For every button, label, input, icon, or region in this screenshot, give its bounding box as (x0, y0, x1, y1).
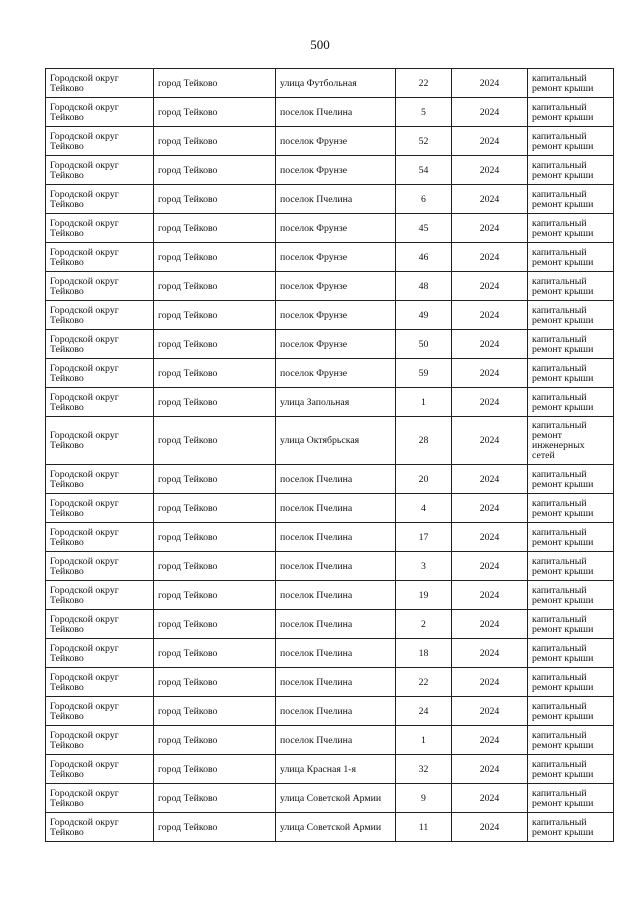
city-cell: город Тейково (154, 359, 276, 388)
work-type-cell: капитальный ремонт крыши (528, 69, 614, 98)
city-cell: город Тейково (154, 272, 276, 301)
table-row (46, 784, 614, 813)
street-cell: поселок Фрунзе (276, 243, 396, 272)
district-cell: Городской округ Тейково (46, 784, 154, 813)
table-row (46, 494, 614, 523)
year-cell: 2024 (452, 417, 528, 465)
work-type-cell: капитальный ремонт крыши (528, 98, 614, 127)
city-cell: город Тейково (154, 214, 276, 243)
work-type-cell: капитальный ремонт крыши (528, 272, 614, 301)
district-cell: Городской округ Тейково (46, 156, 154, 185)
table-row (46, 523, 614, 552)
table-row (46, 697, 614, 726)
house-number-cell: 6 (396, 185, 452, 214)
table-row (46, 359, 614, 388)
year-cell: 2024 (452, 98, 528, 127)
work-type-cell: капитальный ремонт крыши (528, 784, 614, 813)
work-type-cell: капитальный ремонт крыши (528, 301, 614, 330)
district-cell: Городской округ Тейково (46, 610, 154, 639)
work-type-cell: капитальный ремонт крыши (528, 523, 614, 552)
housing-repair-table (45, 68, 614, 842)
work-type-cell: капитальный ремонт крыши (528, 755, 614, 784)
city-cell: город Тейково (154, 156, 276, 185)
street-cell: поселок Фрунзе (276, 359, 396, 388)
house-number-cell: 18 (396, 639, 452, 668)
district-cell: Городской округ Тейково (46, 668, 154, 697)
table-row (46, 465, 614, 494)
table-row (46, 639, 614, 668)
district-cell: Городской округ Тейково (46, 417, 154, 465)
house-number-cell: 24 (396, 697, 452, 726)
work-type-cell: капитальный ремонт крыши (528, 330, 614, 359)
house-number-cell: 22 (396, 69, 452, 98)
table-row (46, 243, 614, 272)
street-cell: улица Октябрьская (276, 417, 396, 465)
house-number-cell: 46 (396, 243, 452, 272)
year-cell: 2024 (452, 330, 528, 359)
district-cell: Городской округ Тейково (46, 726, 154, 755)
work-type-cell: капитальный ремонт крыши (528, 388, 614, 417)
street-cell: поселок Пчелина (276, 494, 396, 523)
street-cell: поселок Пчелина (276, 697, 396, 726)
district-cell: Городской округ Тейково (46, 523, 154, 552)
table-row (46, 552, 614, 581)
house-number-cell: 49 (396, 301, 452, 330)
street-cell: поселок Фрунзе (276, 127, 396, 156)
work-type-cell: капитальный ремонт крыши (528, 214, 614, 243)
city-cell: город Тейково (154, 388, 276, 417)
table-row (46, 98, 614, 127)
house-number-cell: 45 (396, 214, 452, 243)
work-type-cell: капитальный ремонт крыши (528, 243, 614, 272)
street-cell: улица Советской Армии (276, 784, 396, 813)
street-cell: поселок Фрунзе (276, 214, 396, 243)
street-cell: поселок Фрунзе (276, 272, 396, 301)
year-cell: 2024 (452, 272, 528, 301)
city-cell: город Тейково (154, 69, 276, 98)
house-number-cell: 17 (396, 523, 452, 552)
city-cell: город Тейково (154, 301, 276, 330)
city-cell: город Тейково (154, 330, 276, 359)
year-cell: 2024 (452, 639, 528, 668)
district-cell: Городской округ Тейково (46, 494, 154, 523)
street-cell: поселок Пчелина (276, 610, 396, 639)
house-number-cell: 50 (396, 330, 452, 359)
street-cell: улица Футбольная (276, 69, 396, 98)
work-type-cell: капитальный ремонт крыши (528, 494, 614, 523)
district-cell: Городской округ Тейково (46, 185, 154, 214)
year-cell: 2024 (452, 668, 528, 697)
district-cell: Городской округ Тейково (46, 127, 154, 156)
table-row (46, 813, 614, 842)
house-number-cell: 52 (396, 127, 452, 156)
year-cell: 2024 (452, 243, 528, 272)
house-number-cell: 5 (396, 98, 452, 127)
city-cell: город Тейково (154, 697, 276, 726)
street-cell: поселок Пчелина (276, 726, 396, 755)
table-row (46, 581, 614, 610)
street-cell: улица Запольная (276, 388, 396, 417)
house-number-cell: 3 (396, 552, 452, 581)
street-cell: поселок Пчелина (276, 523, 396, 552)
city-cell: город Тейково (154, 755, 276, 784)
city-cell: город Тейково (154, 494, 276, 523)
table-row (46, 185, 614, 214)
table-body (46, 69, 614, 842)
district-cell: Городской округ Тейково (46, 243, 154, 272)
year-cell: 2024 (452, 755, 528, 784)
house-number-cell: 48 (396, 272, 452, 301)
house-number-cell: 22 (396, 668, 452, 697)
work-type-cell: капитальный ремонт крыши (528, 156, 614, 185)
district-cell: Городской округ Тейково (46, 755, 154, 784)
work-type-cell: капитальный ремонт крыши (528, 465, 614, 494)
city-cell: город Тейково (154, 581, 276, 610)
street-cell: поселок Пчелина (276, 185, 396, 214)
work-type-cell: капитальный ремонт крыши (528, 697, 614, 726)
work-type-cell: капитальный ремонт крыши (528, 668, 614, 697)
year-cell: 2024 (452, 552, 528, 581)
year-cell: 2024 (452, 813, 528, 842)
city-cell: город Тейково (154, 610, 276, 639)
year-cell: 2024 (452, 465, 528, 494)
year-cell: 2024 (452, 726, 528, 755)
work-type-cell: капитальный ремонт крыши (528, 813, 614, 842)
city-cell: город Тейково (154, 726, 276, 755)
district-cell: Городской округ Тейково (46, 639, 154, 668)
district-cell: Городской округ Тейково (46, 813, 154, 842)
table-row (46, 330, 614, 359)
work-type-cell: капитальный ремонт крыши (528, 185, 614, 214)
district-cell: Городской округ Тейково (46, 272, 154, 301)
table-row (46, 755, 614, 784)
district-cell: Городской округ Тейково (46, 388, 154, 417)
district-cell: Городской округ Тейково (46, 552, 154, 581)
street-cell: поселок Фрунзе (276, 301, 396, 330)
district-cell: Городской округ Тейково (46, 98, 154, 127)
work-type-cell: капитальный ремонт крыши (528, 127, 614, 156)
house-number-cell: 9 (396, 784, 452, 813)
city-cell: город Тейково (154, 465, 276, 494)
work-type-cell: капитальный ремонт крыши (528, 726, 614, 755)
house-number-cell: 2 (396, 610, 452, 639)
district-cell: Городской округ Тейково (46, 697, 154, 726)
house-number-cell: 1 (396, 388, 452, 417)
city-cell: город Тейково (154, 668, 276, 697)
table-row (46, 272, 614, 301)
district-cell: Городской округ Тейково (46, 359, 154, 388)
work-type-cell: капитальный ремонт крыши (528, 359, 614, 388)
year-cell: 2024 (452, 784, 528, 813)
street-cell: поселок Пчелина (276, 581, 396, 610)
city-cell: город Тейково (154, 185, 276, 214)
year-cell: 2024 (452, 69, 528, 98)
district-cell: Городской округ Тейково (46, 69, 154, 98)
city-cell: город Тейково (154, 552, 276, 581)
city-cell: город Тейково (154, 813, 276, 842)
table-row (46, 417, 614, 465)
street-cell: поселок Пчелина (276, 668, 396, 697)
street-cell: поселок Пчелина (276, 639, 396, 668)
year-cell: 2024 (452, 581, 528, 610)
year-cell: 2024 (452, 359, 528, 388)
year-cell: 2024 (452, 388, 528, 417)
table-row (46, 69, 614, 98)
house-number-cell: 1 (396, 726, 452, 755)
table-row (46, 726, 614, 755)
table-row (46, 610, 614, 639)
year-cell: 2024 (452, 127, 528, 156)
street-cell: поселок Пчелина (276, 465, 396, 494)
year-cell: 2024 (452, 301, 528, 330)
street-cell: поселок Пчелина (276, 98, 396, 127)
street-cell: поселок Фрунзе (276, 156, 396, 185)
street-cell: поселок Пчелина (276, 552, 396, 581)
house-number-cell: 28 (396, 417, 452, 465)
street-cell: улица Красная 1-я (276, 755, 396, 784)
table-row (46, 127, 614, 156)
house-number-cell: 32 (396, 755, 452, 784)
district-cell: Городской округ Тейково (46, 465, 154, 494)
year-cell: 2024 (452, 610, 528, 639)
house-number-cell: 20 (396, 465, 452, 494)
city-cell: город Тейково (154, 639, 276, 668)
house-number-cell: 11 (396, 813, 452, 842)
city-cell: город Тейково (154, 784, 276, 813)
house-number-cell: 19 (396, 581, 452, 610)
district-cell: Городской округ Тейково (46, 581, 154, 610)
city-cell: город Тейково (154, 98, 276, 127)
year-cell: 2024 (452, 494, 528, 523)
house-number-cell: 4 (396, 494, 452, 523)
district-cell: Городской округ Тейково (46, 301, 154, 330)
city-cell: город Тейково (154, 127, 276, 156)
work-type-cell: капитальный ремонт инженерных сетей (528, 417, 614, 465)
city-cell: город Тейково (154, 417, 276, 465)
table-row (46, 301, 614, 330)
year-cell: 2024 (452, 156, 528, 185)
table-row (46, 388, 614, 417)
house-number-cell: 59 (396, 359, 452, 388)
district-cell: Городской округ Тейково (46, 330, 154, 359)
work-type-cell: капитальный ремонт крыши (528, 610, 614, 639)
work-type-cell: капитальный ремонт крыши (528, 639, 614, 668)
district-cell: Городской округ Тейково (46, 214, 154, 243)
table-row (46, 156, 614, 185)
table-row (46, 668, 614, 697)
year-cell: 2024 (452, 523, 528, 552)
year-cell: 2024 (452, 697, 528, 726)
year-cell: 2024 (452, 214, 528, 243)
table-row (46, 214, 614, 243)
page-number: 500 (310, 37, 330, 52)
work-type-cell: капитальный ремонт крыши (528, 581, 614, 610)
street-cell: улица Советской Армии (276, 813, 396, 842)
year-cell: 2024 (452, 185, 528, 214)
house-number-cell: 54 (396, 156, 452, 185)
street-cell: поселок Фрунзе (276, 330, 396, 359)
work-type-cell: капитальный ремонт крыши (528, 552, 614, 581)
city-cell: город Тейково (154, 243, 276, 272)
city-cell: город Тейково (154, 523, 276, 552)
